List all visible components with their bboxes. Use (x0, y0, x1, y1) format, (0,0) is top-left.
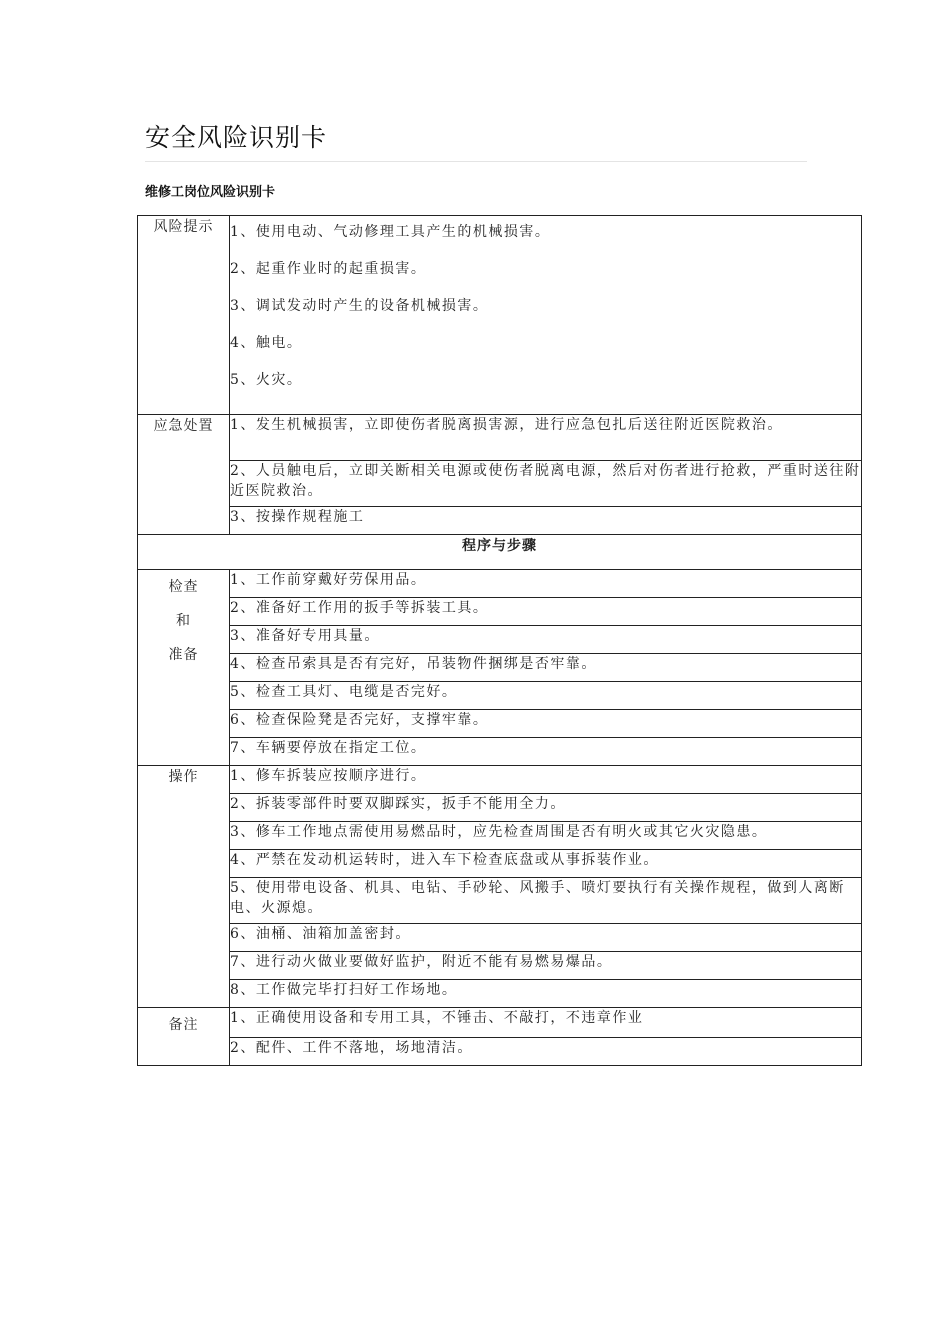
remarks-item: 1、正确使用设备和专用工具，不锤击、不敲打，不违章作业 (230, 1008, 862, 1038)
section-heading: 程序与步骤 (138, 535, 862, 570)
risk-item: 3、调试发动时产生的设备机械损害。 (230, 298, 489, 314)
emergency-item: 3、按操作规程施工 (230, 507, 862, 535)
page-title: 安全风险识别卡 (145, 123, 328, 152)
risk-label: 风险提示 (138, 216, 230, 415)
title-divider (145, 161, 807, 162)
check-label (138, 570, 230, 766)
risk-card-table (137, 215, 862, 1066)
check-item: 6、检查保险凳是否完好，支撑牢靠。 (230, 710, 862, 738)
card-subtitle: 维修工岗位风险识别卡 (145, 185, 276, 200)
check-label-line: 检查 (168, 579, 199, 595)
risk-item: 4、触电。 (230, 335, 303, 351)
check-item: 1、工作前穿戴好劳保用品。 (230, 570, 862, 598)
remarks-label: 备注 (138, 1008, 230, 1066)
operation-item: 5、使用带电设备、机具、电钻、手砂轮、风搬手、喷灯要执行有关操作规程，做到人离断电、火源熄。 (230, 878, 862, 924)
check-item: 2、准备好工作用的扳手等拆装工具。 (230, 598, 862, 626)
risk-item: 5、火灾。 (230, 372, 303, 388)
emergency-item: 2、人员触电后，立即关断相关电源或使伤者脱离电源，然后对伤者进行抢救，严重时送往附近医院救治。 (230, 461, 862, 507)
operation-item: 8、工作做完毕打扫好工作场地。 (230, 980, 862, 1008)
operation-label: 操作 (138, 766, 230, 1008)
operation-item: 4、严禁在发动机运转时，进入车下检查底盘或从事拆装作业。 (230, 850, 862, 878)
check-item: 5、检查工具灯、电缆是否完好。 (230, 682, 862, 710)
operation-item: 2、拆装零部件时要双脚踩实，扳手不能用全力。 (230, 794, 862, 822)
check-item: 4、检查吊索具是否有完好，吊装物件捆绑是否牢靠。 (230, 654, 862, 682)
emergency-label: 应急处置 (138, 415, 230, 535)
check-item: 7、车辆要停放在指定工位。 (230, 738, 862, 766)
remarks-item: 2、配件、工件不落地，场地清洁。 (230, 1038, 862, 1066)
check-label-line: 和 (176, 613, 191, 629)
operation-item: 1、修车拆装应按顺序进行。 (230, 766, 862, 794)
operation-item: 3、修车工作地点需使用易燃品时，应先检查周围是否有明火或其它火灾隐患。 (230, 822, 862, 850)
risk-item: 2、起重作业时的起重损害。 (230, 261, 427, 277)
operation-item: 6、油桶、油箱加盖密封。 (230, 924, 862, 952)
risk-list (230, 216, 862, 415)
emergency-item: 1、发生机械损害，立即使伤者脱离损害源，进行应急包扎后送往附近医院救治。 (230, 415, 862, 461)
risk-item: 1、使用电动、气动修理工具产生的机械损害。 (230, 224, 551, 240)
check-item: 3、准备好专用具量。 (230, 626, 862, 654)
operation-item: 7、进行动火做业要做好监护，附近不能有易燃易爆品。 (230, 952, 862, 980)
check-label-line: 准备 (168, 647, 199, 663)
